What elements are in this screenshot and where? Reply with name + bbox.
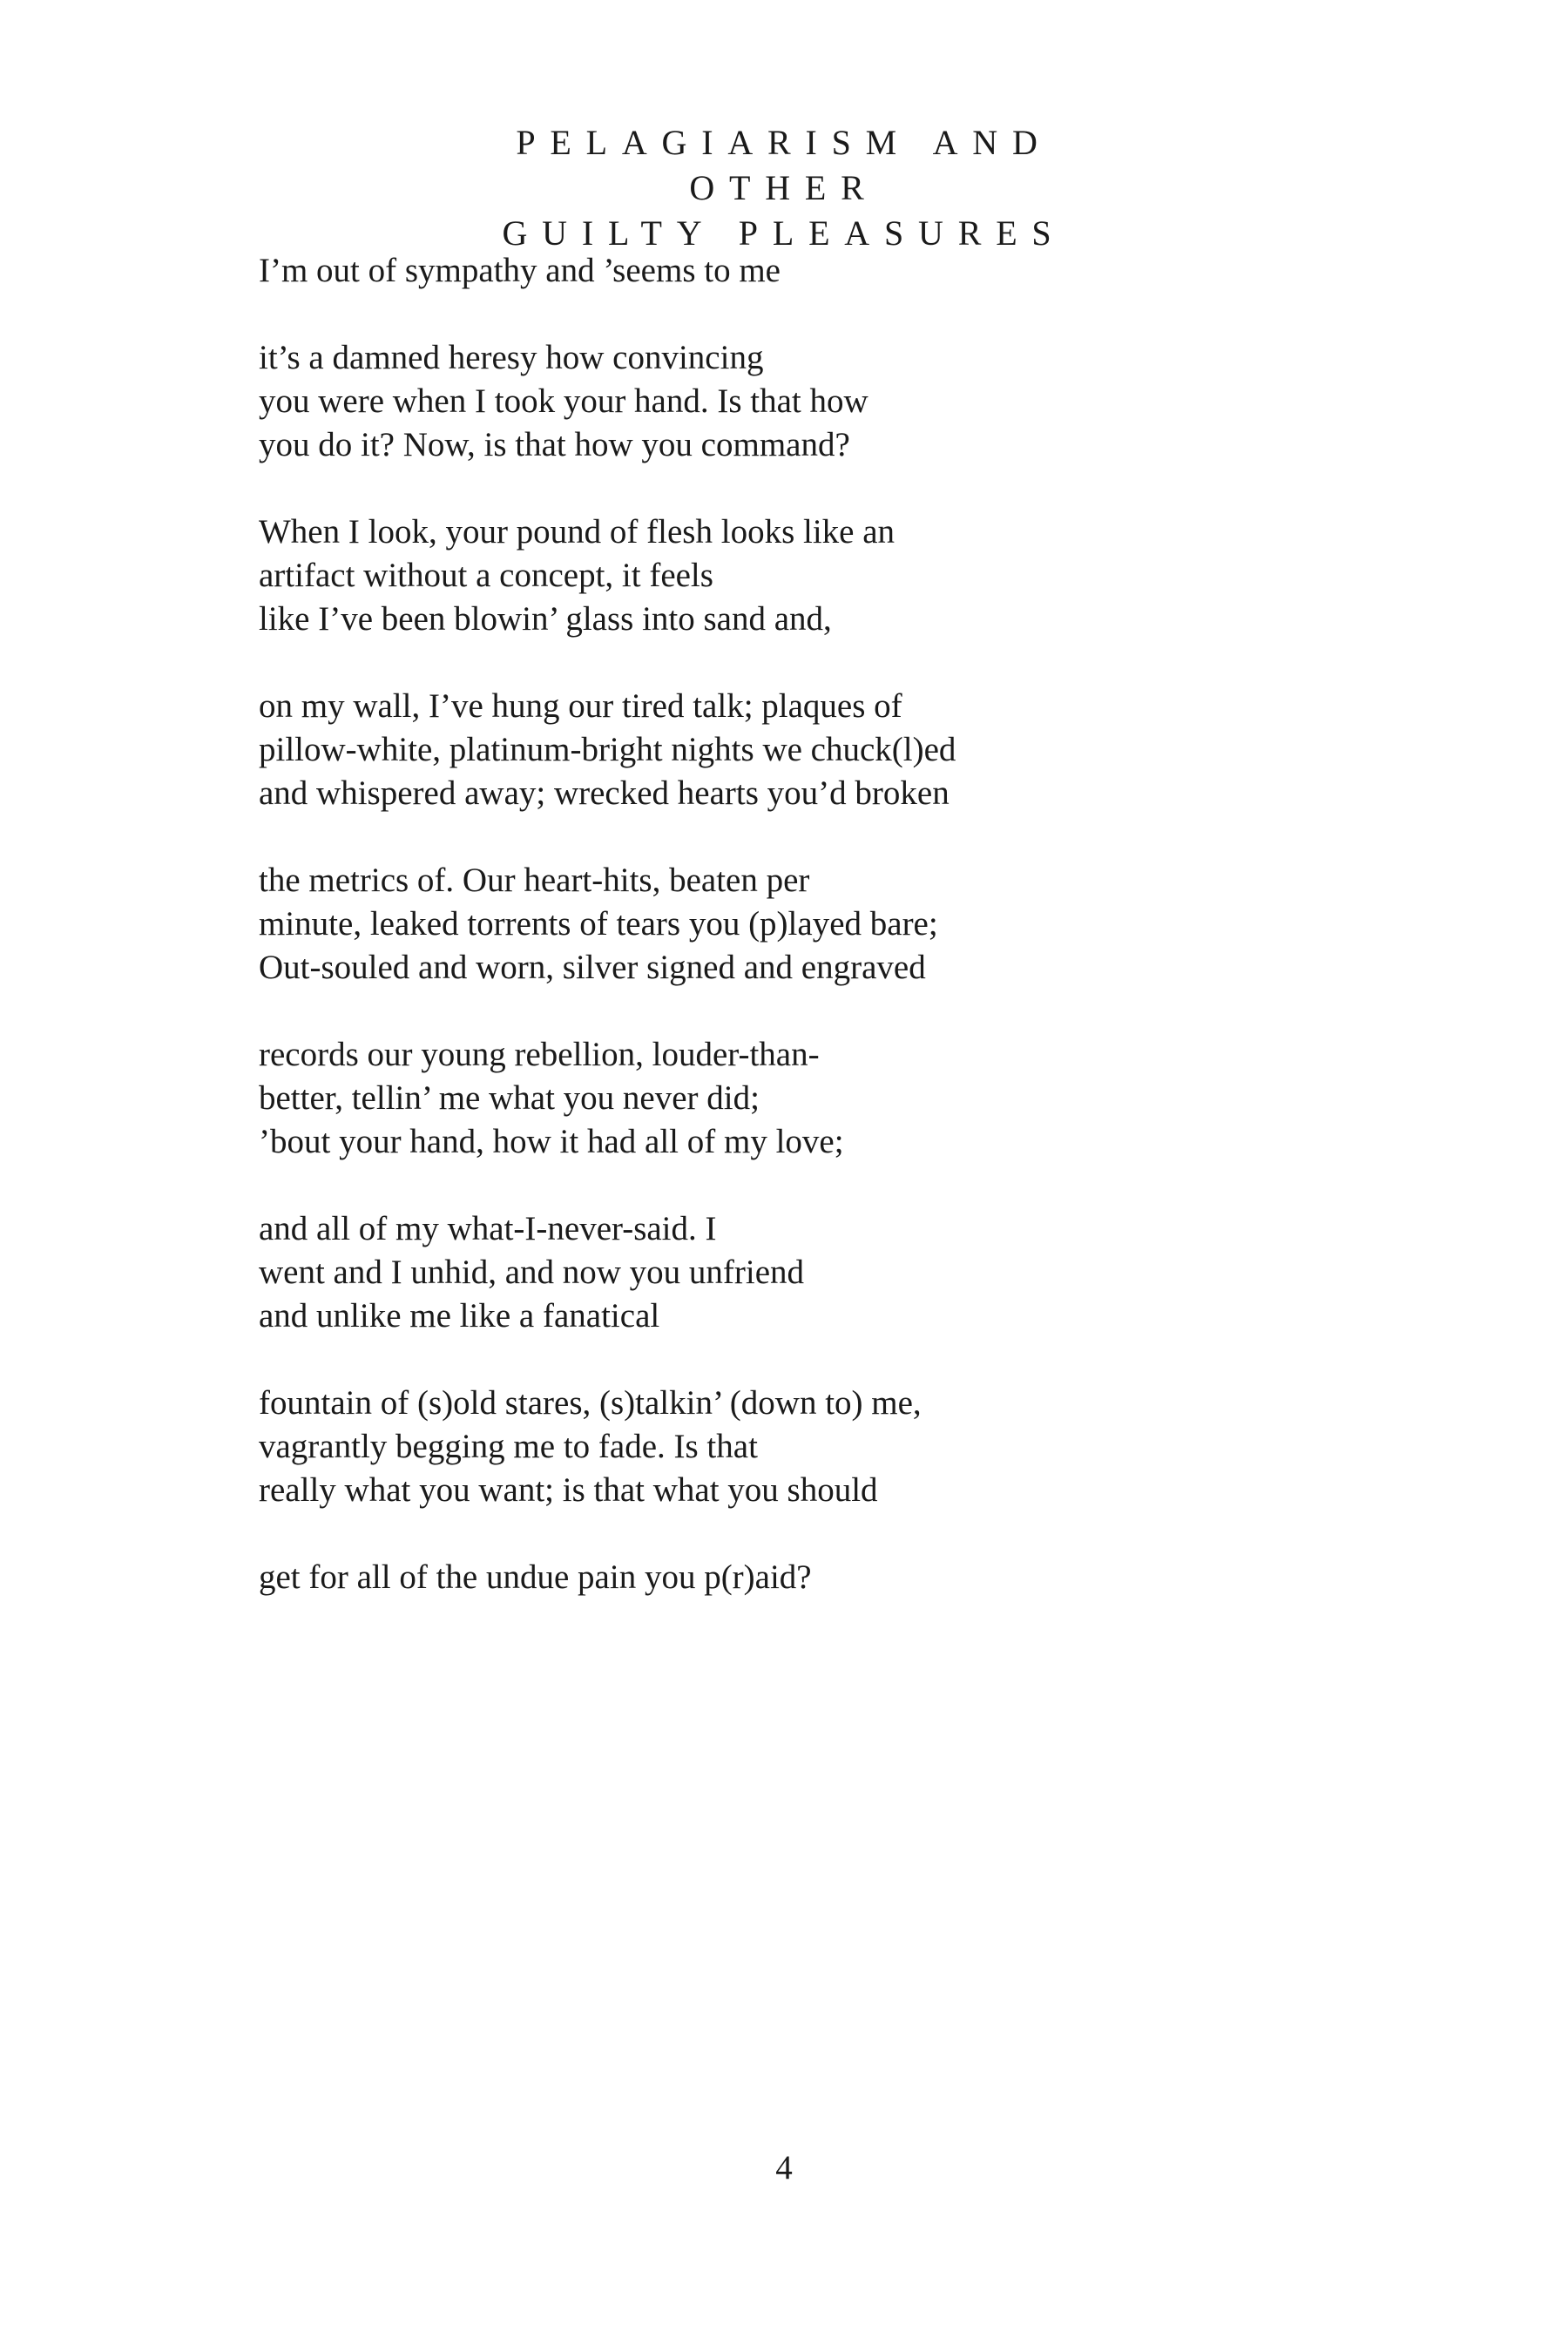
poem-line: I’m out of sympathy and ’seems to me bbox=[259, 252, 781, 289]
poem-line: ’bout your hand, how it had all of my love; bbox=[259, 1123, 844, 1160]
stanza bbox=[259, 1207, 1391, 1338]
poem-line: like I’ve been blowin’ glass into sand and, bbox=[259, 600, 832, 638]
poem-line: it’s a damned heresy how convincing bbox=[259, 339, 764, 376]
poem-line: you were when I took your hand. Is that how bbox=[259, 382, 868, 420]
poem-line: and unlike me like a fanatical bbox=[259, 1297, 660, 1335]
poem-line: vagrantly begging me to fade. Is that bbox=[259, 1428, 758, 1465]
poem-line: and whispered away; wrecked hearts you’d broken bbox=[259, 774, 950, 812]
poem-title bbox=[418, 120, 1150, 256]
poem-title-line-2: GUILTY PLEASURES bbox=[502, 213, 1066, 253]
poem-line: minute, leaked torrents of tears you (p)layed bare; bbox=[259, 905, 938, 943]
poem-line: went and I unhid, and now you unfriend bbox=[259, 1254, 805, 1291]
poem-line: the metrics of. Our heart-hits, beaten per bbox=[259, 862, 810, 899]
poem-line: Out-souled and worn, silver signed and engraved bbox=[259, 949, 926, 986]
poem-line: pillow-white, platinum-bright nights we chuck(l)ed bbox=[259, 731, 956, 768]
stanza bbox=[259, 685, 1391, 815]
poem-line: better, tellin’ me what you never did; bbox=[259, 1079, 760, 1117]
poem-line: records our young rebellion, louder-than- bbox=[259, 1036, 820, 1073]
poem-title-line-1: PELAGIARISM AND OTHER bbox=[516, 123, 1052, 207]
page-number: 4 bbox=[775, 2149, 793, 2186]
poem-line: and all of my what-I-never-said. I bbox=[259, 1210, 717, 1247]
poem-line: artifact without a concept, it feels bbox=[259, 557, 713, 594]
stanza bbox=[259, 1382, 1391, 1512]
stanza bbox=[259, 249, 1391, 293]
poem-line: really what you want; is that what you should bbox=[259, 1471, 878, 1509]
stanza bbox=[259, 510, 1391, 641]
poem-body bbox=[259, 249, 1391, 1643]
stanza bbox=[259, 1033, 1391, 1164]
stanza bbox=[259, 859, 1391, 990]
stanza bbox=[259, 1556, 1391, 1599]
poem-line: fountain of (s)old stares, (s)talkin’ (down to) me, bbox=[259, 1384, 922, 1422]
poem-line: on my wall, I’ve hung our tired talk; plaques of bbox=[259, 687, 902, 725]
poem-line: get for all of the undue pain you p(r)aid? bbox=[259, 1558, 812, 1596]
poem-line: When I look, your pound of flesh looks like an bbox=[259, 513, 896, 551]
stanza bbox=[259, 336, 1391, 467]
poem-line: you do it? Now, is that how you command? bbox=[259, 426, 850, 463]
